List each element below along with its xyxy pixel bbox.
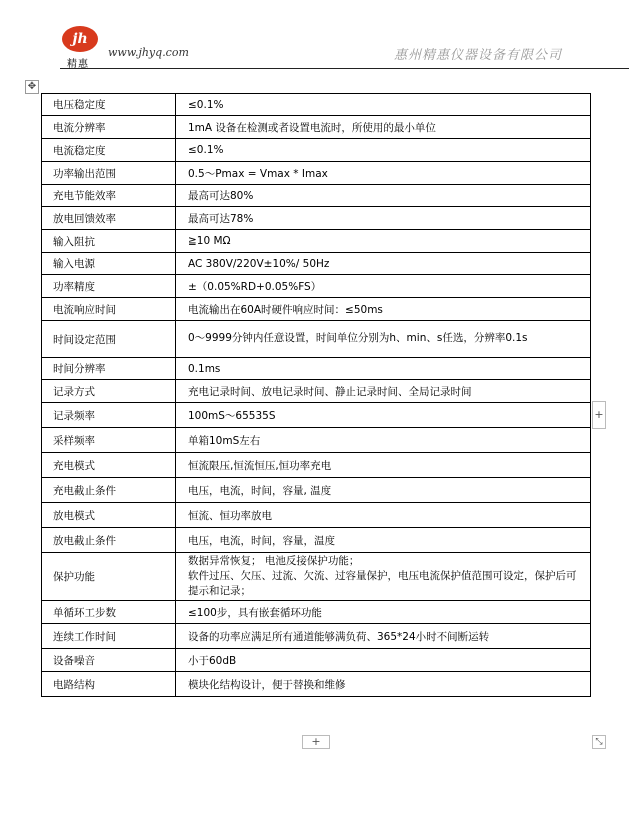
brand-name: 精惠 — [67, 59, 89, 70]
spec-value: 充电记录时间、放电记录时间、静止记录时间、全局记录时间 — [176, 380, 591, 403]
spec-label: 输入阻抗 — [42, 230, 176, 253]
spec-value: 电压，电流，时间，容量，温度 — [176, 528, 591, 553]
spec-label: 充电截止条件 — [42, 478, 176, 503]
spec-label: 输入电源 — [42, 253, 176, 275]
spec-value: ±（0.05%RD+0.05%FS） — [176, 275, 591, 298]
spec-label: 放电截止条件 — [42, 528, 176, 553]
spec-value: 小于60dB — [176, 649, 591, 672]
spec-label: 电压稳定度 — [42, 94, 176, 116]
spec-label: 电路结构 — [42, 672, 176, 697]
spec-value: 设备的功率应满足所有通道能够满负荷、365*24小时不间断运转 — [176, 624, 591, 649]
spec-value: ≤0.1% — [176, 139, 591, 162]
spec-value: ≤0.1% — [176, 94, 591, 116]
plus-icon[interactable]: + — [592, 401, 606, 429]
table-row — [42, 230, 591, 253]
spec-value: 恒流限压,恒流恒压,恒功率充电 — [176, 453, 591, 478]
table-row — [42, 503, 591, 528]
spec-value: 最高可达78% — [176, 207, 591, 230]
table-row — [42, 298, 591, 321]
spec-value: 1mA 设备在检测或者设置电流时，所使用的最小单位 — [176, 116, 591, 139]
spec-table — [41, 93, 591, 697]
company-logo: jh — [62, 26, 98, 52]
spec-value: AC 380V/220V±10%/ 50Hz — [176, 253, 591, 275]
spec-value: ≧10 MΩ — [176, 230, 591, 253]
spec-label: 记录方式 — [42, 380, 176, 403]
table-row — [42, 428, 591, 453]
spec-label: 充电模式 — [42, 453, 176, 478]
spec-value: 单箱10mS左右 — [176, 428, 591, 453]
spec-label: 连续工作时间 — [42, 624, 176, 649]
spec-label: 记录频率 — [42, 403, 176, 428]
table-row — [42, 185, 591, 207]
spec-label: 单循环工步数 — [42, 601, 176, 624]
table-row — [42, 321, 591, 358]
spec-label: 保护功能 — [42, 553, 176, 601]
table-row — [42, 94, 591, 116]
table-row — [42, 649, 591, 672]
spec-value: 0～9999分钟内任意设置，时间单位分别为h、min、s任选，分辨率0.1s — [176, 321, 591, 358]
spec-label: 时间设定范围 — [42, 321, 176, 358]
table-row — [42, 528, 591, 553]
spec-label: 功率精度 — [42, 275, 176, 298]
spec-value: 最高可达80% — [176, 185, 591, 207]
table-row — [42, 624, 591, 649]
spec-value: 电压，电流，时间，容量, 温度 — [176, 478, 591, 503]
table-row — [42, 380, 591, 403]
table-row — [42, 358, 591, 380]
header-rule — [60, 68, 629, 69]
table-row — [42, 139, 591, 162]
page-header — [40, 22, 590, 70]
spec-value: 模块化结构设计，便于替换和维修 — [176, 672, 591, 697]
spec-label: 电流稳定度 — [42, 139, 176, 162]
spec-label: 时间分辨率 — [42, 358, 176, 380]
plus-icon[interactable]: + — [302, 735, 330, 749]
website-url: www.jhyq.com — [108, 46, 189, 59]
table-row — [42, 207, 591, 230]
spec-label: 采样频率 — [42, 428, 176, 453]
spec-value: 数据异常恢复； 电池反接保护功能； 软件过压、欠压、过流、欠流、过容量保护，电压电流保护值范围可设定，保护后可提示和记录； — [176, 553, 591, 601]
table-row — [42, 253, 591, 275]
table-row — [42, 672, 591, 697]
spec-value: 100mS～65535S — [176, 403, 591, 428]
table-row — [42, 116, 591, 139]
spec-value: 0.1ms — [176, 358, 591, 380]
spec-label: 放电模式 — [42, 503, 176, 528]
resize-icon[interactable]: ⤡ — [592, 735, 606, 749]
move-icon[interactable]: ✥ — [25, 80, 39, 94]
spec-label: 充电节能效率 — [42, 185, 176, 207]
spec-value: 电流输出在60A时硬件响应时间：≤50ms — [176, 298, 591, 321]
spec-value: 恒流、恒功率放电 — [176, 503, 591, 528]
table-row — [42, 403, 591, 428]
spec-value: 0.5～Pmax = Vmax * Imax — [176, 162, 591, 185]
spec-label: 设备噪音 — [42, 649, 176, 672]
spec-label: 电流响应时间 — [42, 298, 176, 321]
spec-label: 放电回馈效率 — [42, 207, 176, 230]
table-row — [42, 162, 591, 185]
spec-label: 电流分辨率 — [42, 116, 176, 139]
company-name: 惠州精惠仪器设备有限公司 — [393, 48, 562, 63]
table-row — [42, 478, 591, 503]
table-row — [42, 453, 591, 478]
table-row — [42, 275, 591, 298]
table-row — [42, 553, 591, 601]
spec-label: 功率输出范围 — [42, 162, 176, 185]
spec-value: ≤100步，具有嵌套循环功能 — [176, 601, 591, 624]
table-row — [42, 601, 591, 624]
